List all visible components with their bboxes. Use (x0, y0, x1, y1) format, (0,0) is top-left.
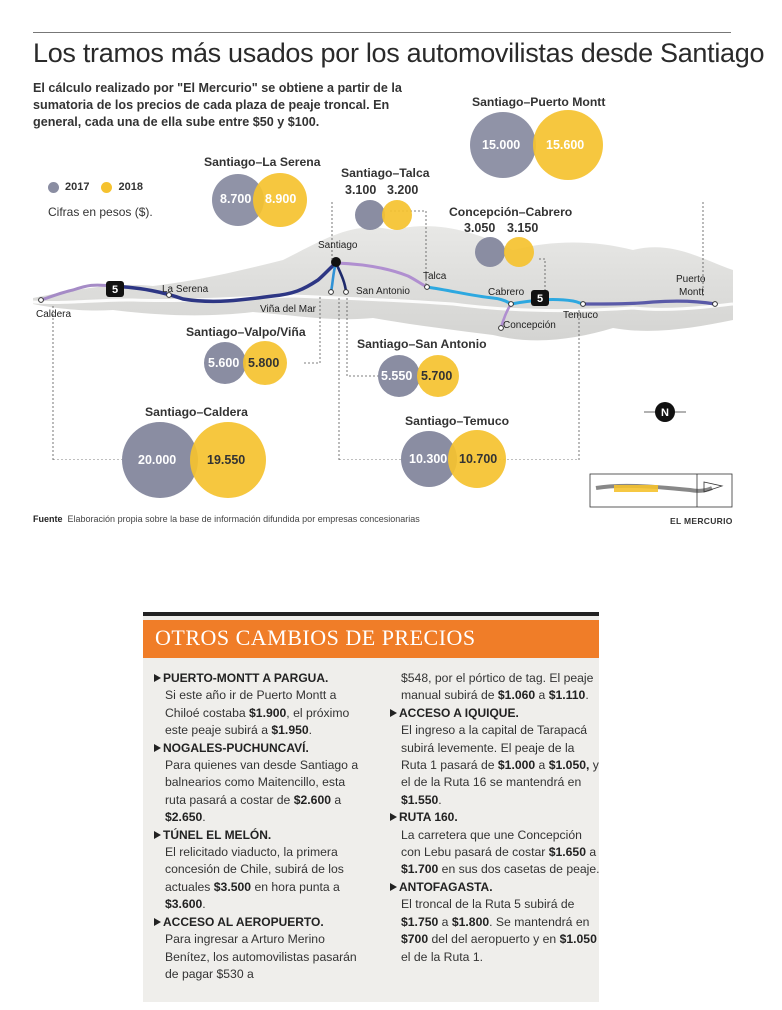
entry-puerto-montt (154, 670, 364, 740)
arrow-icon (154, 918, 161, 926)
city-concepcion: Concepción (503, 320, 556, 331)
value-caldera-2017: 20.000 (138, 453, 177, 467)
route-label-laserena: Santiago–La Serena (204, 155, 321, 169)
entry-text: . (438, 792, 442, 807)
route-label-pmontt: Santiago–Puerto Montt (472, 95, 606, 109)
entry-text: . (308, 723, 313, 738)
value-talca-2018: 3.200 (387, 183, 419, 197)
entry-text: a (535, 758, 549, 773)
entry-price: $1.750 (401, 914, 439, 929)
source-note (33, 514, 420, 524)
route-label-sanantonio: Santiago–San Antonio (357, 337, 487, 351)
arrow-icon (154, 831, 161, 839)
entry-tunel (154, 827, 364, 914)
entry-text: . (202, 810, 206, 825)
entry-text: a (438, 914, 452, 929)
entry-head: TÚNEL EL MELÓN. (163, 827, 272, 842)
city-la-serena: La Serena (162, 284, 209, 295)
bubble-talca-2018 (382, 200, 412, 230)
entry-aeropuerto (154, 914, 364, 984)
entry-price: $1.900 (249, 705, 287, 720)
entry-price: $1.550 (401, 792, 439, 807)
value-laserena-2018: 8.900 (265, 192, 297, 206)
north-icon (644, 402, 686, 422)
entry-price: $2.600 (293, 792, 331, 807)
source-label: Fuente (33, 514, 63, 524)
entry-price: $1.060 (497, 688, 536, 703)
svg-text:5: 5 (111, 284, 119, 296)
legend-2017-label: 2017 (65, 181, 90, 193)
arrow-icon (390, 813, 397, 821)
route-label-talca: Santiago–Talca (341, 166, 430, 180)
city-puerto-montt-1: Puerto (676, 274, 706, 285)
value-pmontt-2018: 15.600 (546, 138, 585, 152)
value-cabrero-2018: 3.150 (507, 221, 539, 235)
arrow-icon (390, 883, 397, 891)
route-label-vina: Santiago–Valpo/Viña (186, 325, 306, 339)
entry-price: $1.800 (451, 914, 490, 929)
entry-iquique (390, 705, 600, 809)
entry-text: del del aeropuerto y en (428, 932, 560, 947)
value-caldera-2018: 19.550 (207, 453, 246, 467)
entry-text: a (331, 792, 342, 807)
city-san-antonio: San Antonio (356, 286, 410, 297)
box-top-bar (143, 612, 599, 616)
entry-head: PUERTO-MONTT A PARGUA. (163, 671, 329, 685)
entry-price: $700 (401, 932, 429, 947)
entry-text: . Se mantendrá en (489, 914, 590, 929)
entry-price: $1.110 (548, 688, 586, 703)
bubble-talca-2017 (355, 200, 385, 230)
value-temuco-2018: 10.700 (459, 452, 498, 466)
box-column-left (154, 670, 364, 983)
box-header (143, 620, 599, 658)
value-talca-2017: 3.100 (345, 183, 377, 197)
entry-price: $3.500 (213, 879, 252, 894)
city-cabrero: Cabrero (488, 287, 525, 298)
entry-text: La carretera que une Concepción con Lebu pasará de costar (401, 827, 582, 860)
value-sanantonio-2018: 5.700 (421, 369, 453, 383)
entry-nogales (154, 740, 364, 827)
entry-head: NOGALES-PUCHUNCAVÍ. (163, 740, 309, 755)
entry-text: El relicitado viaducto, la primera concesión de Chile, subirá de los actuales (165, 845, 344, 894)
entry-text: , el próximo este peaje subirá a (165, 705, 350, 738)
entry-aeropuerto-cont (390, 670, 600, 705)
entry-text: y el de la Ruta 16 se mantendrá en (401, 758, 599, 790)
entry-head: RUTA 160. (399, 810, 458, 825)
entry-text: $548, por el pórtico de tag. El peaje manual subirá de (401, 671, 594, 703)
entry-price: $1.050, (548, 758, 590, 773)
arrow-icon (154, 674, 161, 682)
value-sanantonio-2017: 5.550 (381, 369, 413, 383)
arrow-icon (390, 709, 397, 717)
entry-text: El troncal de la Ruta 5 subirá de (401, 897, 575, 912)
entry-ruta160 (390, 809, 600, 879)
value-cabrero-2017: 3.050 (464, 221, 496, 235)
entry-price: $3.600 (165, 897, 203, 912)
svg-text:5: 5 (536, 293, 544, 305)
route-label-cabrero: Concepción–Cabrero (449, 205, 573, 219)
arrow-icon (154, 744, 161, 752)
entry-antofagasta (390, 879, 600, 966)
intro-text: El cálculo realizado por "El Mercurio" se obtiene a partir de la sumatoria de los precios de cada plaza de peaje troncal. En general, cada una de ella sube entre $50 y $100. (33, 81, 402, 129)
price-changes-box (143, 612, 599, 1002)
entry-text: en hora punta a (251, 879, 340, 894)
box-title: OTROS CAMBIOS DE PRECIOS (155, 625, 476, 650)
entry-text: Para ingresar a Arturo Merino Benítez, los automovilistas pasarán de pagar $530 a (165, 932, 357, 981)
entry-text: Si este año ir de Puerto Montt a Chiloé costaba (165, 688, 337, 720)
city-caldera: Caldera (36, 309, 72, 320)
value-vina-2018: 5.800 (248, 356, 280, 370)
source-text: Elaboración propia sobre la base de información difundida por empresas concesionarias (67, 514, 420, 524)
brand: EL MERCURIO (670, 516, 733, 526)
city-vina: Viña del Mar (260, 304, 316, 315)
entry-price: $1.650 (548, 845, 586, 860)
value-pmontt-2017: 15.000 (482, 138, 521, 152)
city-santiago: Santiago (318, 240, 358, 251)
bubble-cabrero-2017 (475, 237, 505, 267)
entry-text: . (202, 897, 206, 912)
entry-price: $1.700 (401, 862, 439, 877)
city-puerto-montt-2: Montt (679, 287, 705, 298)
entry-price: $1.050 (559, 932, 597, 947)
value-temuco-2017: 10.300 (409, 452, 448, 466)
city-temuco: Temuco (563, 310, 599, 321)
entry-text: a (585, 845, 597, 860)
value-vina-2017: 5.600 (208, 356, 240, 370)
entry-head: ANTOFAGASTA. (399, 879, 493, 894)
route-label-temuco: Santiago–Temuco (405, 414, 510, 428)
route-label-caldera: Santiago–Caldera (145, 405, 248, 419)
entry-price: $1.000 (497, 758, 536, 773)
page-title: Los tramos más usados por los automovilistas desde Santiago (33, 38, 765, 68)
entry-text: el de la Ruta 1. (401, 949, 483, 964)
entry-text: Para quienes van desde Santiago a balnearios como Maitencillo, esta ruta pasará a costar de (165, 758, 359, 807)
bubble-cabrero-2018 (504, 237, 534, 267)
city-talca: Talca (423, 271, 447, 282)
inset-map-icon (590, 474, 732, 507)
entry-text: El ingreso a la capital de Tarapacá subirá levemente. El peaje de la Ruta 1 pasará de (401, 723, 588, 773)
value-laserena-2017: 8.700 (220, 192, 252, 206)
svg-text:N: N (661, 407, 669, 419)
units-note: Cifras en pesos ($). (48, 205, 153, 219)
entry-price: $1.950 (271, 723, 309, 738)
entry-price: $2.650 (165, 810, 203, 825)
entry-text: en sus dos casetas de peaje. (438, 862, 600, 877)
entry-head: ACCESO AL AEROPUERTO. (163, 914, 324, 929)
entry-head: ACCESO A IQUIQUE. (399, 705, 519, 720)
box-column-right (390, 670, 600, 966)
legend-2018-label: 2018 (118, 181, 143, 193)
entry-text: . (585, 688, 589, 703)
entry-text: a (535, 688, 549, 703)
